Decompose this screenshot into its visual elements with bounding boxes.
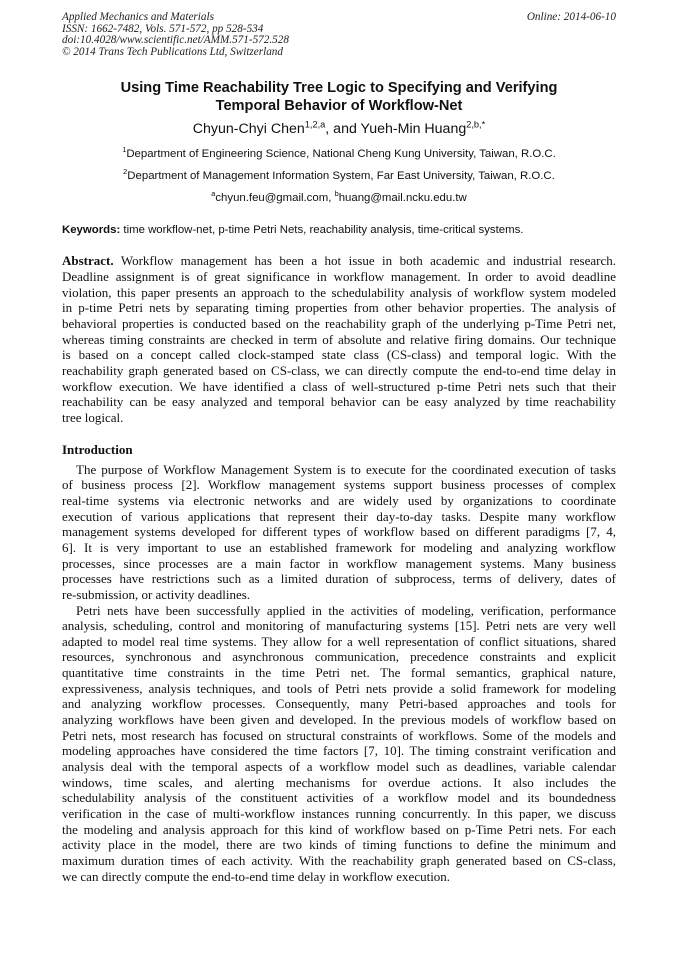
author-1: Chyun-Chyi Chen bbox=[192, 121, 305, 138]
paragraph-line: management systems developed for different types of workflow based on different paradigms [7, 4, bbox=[62, 524, 616, 540]
abstract-line: tree logical. bbox=[62, 409, 124, 425]
keywords bbox=[62, 223, 616, 237]
paragraph-line: The purpose of Workflow Management System is to execute for the coordinated execution of tasks bbox=[76, 461, 616, 477]
paragraph-line: maximum duration times of each activity. With the reachability graph generated based on CS-class, bbox=[62, 853, 616, 868]
paragraph-line: real-time systems via electronic networks and are widely used by organizations to coordinate bbox=[62, 492, 616, 508]
keywords-text: time workflow-net, p-time Petri Nets, reachability analysis, time-critical systems. bbox=[120, 224, 524, 237]
journal-header bbox=[62, 12, 616, 58]
paragraph-line: adapted to model real time systems. They allow for a well representation of conflict situations, shared bbox=[62, 633, 616, 649]
email-a-marker: a bbox=[211, 189, 216, 199]
author-1-superscript: 1,2,a bbox=[304, 119, 326, 130]
paragraph-line: re-submission, or activity deadlines. bbox=[62, 586, 251, 602]
affiliation-2-marker: 2 bbox=[123, 167, 128, 177]
abstract-line: violation, this paper presents an approach to the schedulability analysis of workflow system modeled bbox=[62, 284, 616, 300]
issn-line: ISSN: 1662-7482, Vols. 571-572, pp 528-534 bbox=[62, 22, 264, 35]
introduction-paragraph-1 bbox=[62, 462, 616, 603]
paragraph-line: analysis, scheduling, control and monitoring of manufacturing systems [15]. Petri nets are very well bbox=[62, 618, 616, 634]
affiliation-1-marker: 1 bbox=[122, 145, 127, 155]
paragraph-line: execution of various applications that represent their day-to-day tasks. Despite many workflow bbox=[62, 508, 616, 524]
online-date: Online: 2014-06-10 bbox=[526, 11, 616, 23]
email-b[interactable]: huang@mail.ncku.edu.tw bbox=[338, 192, 467, 205]
paragraph-line: processes have restrictions such as a limited duration of subprocess, terms of delivery, dates of bbox=[62, 571, 616, 587]
journal-name: Applied Mechanics and Materials bbox=[62, 11, 214, 23]
email-separator: , bbox=[328, 192, 335, 205]
paragraph-line: verification in the case of multi-workflow instances running concurrently. In this paper, we discuss bbox=[62, 806, 616, 822]
abstract-line: is based on a concept called clock-stamped state class (CS-class) and temporal logic. With the bbox=[62, 347, 616, 363]
paragraph-line: resources, synchronous and asynchronous communication, precedence constraints and explicit bbox=[62, 649, 616, 665]
paragraph-line: and analyzing workflow processes. Consequently, many Petri-based approaches and tools for bbox=[62, 696, 616, 712]
paragraph-line: 6]. It is very important to use an established framework for modeling and analyzing workflow bbox=[62, 539, 616, 555]
copyright-line: © 2014 Trans Tech Publications Ltd, Switzerland bbox=[62, 45, 283, 58]
introduction-paragraph-2 bbox=[62, 603, 616, 885]
author-2: Yueh-Min Huang bbox=[360, 121, 467, 138]
abstract-line: whereas timing constraints are checked in term of absolute and relative firing domains. Our technique bbox=[62, 331, 616, 347]
paragraph-line: processes, since processes are a main factor in workflow management systems. Many business bbox=[62, 555, 616, 571]
keywords-label: Keywords: bbox=[62, 224, 121, 237]
paragraph-line: activity place in the model, there are two kinds of timing functions to define the minimum and bbox=[62, 837, 616, 853]
email-b-marker: b bbox=[334, 189, 339, 199]
abstract-line: Deadline assignment is of great significance in workflow management. In order to avoid deadline bbox=[62, 269, 616, 285]
abstract-line: behavioral properties is conducted based on the reachability graph of the underlying p-Time Petri net, bbox=[62, 316, 616, 331]
author-2-superscript: 2,b,* bbox=[466, 119, 486, 130]
paragraph-line: the modeling and analysis approach for this kind of workflow based on p-Time Petri nets. For each bbox=[62, 821, 616, 837]
affiliation-2-text: Department of Management Information System, Far East University, Taiwan, R.O.C. bbox=[127, 170, 555, 183]
affiliation-2 bbox=[62, 169, 616, 183]
author-separator: , and bbox=[325, 121, 361, 138]
abstract-line: workflow execution. We have identified a class of well-structured p-time Petri nets such that their bbox=[62, 378, 616, 394]
paragraph-line: schedulability analysis of the constituent activities of a workflow model and its boundedness bbox=[62, 790, 616, 806]
paragraph-line: windows, time scales, and alerting mechanisms for overdue actions. It also includes the bbox=[62, 774, 616, 790]
abstract-line: Abstract. Workflow management has been a hot issue in both academic and industrial research. bbox=[62, 253, 616, 269]
author-emails bbox=[62, 191, 616, 205]
paper-page bbox=[62, 12, 616, 884]
paragraph-line: of business process [2]. Workflow management systems support business processes of complex bbox=[62, 477, 616, 493]
section-heading-introduction: Introduction bbox=[62, 441, 133, 457]
paragraph-line: analyzing workflows have been given and developed. In the previous models of workflow based on bbox=[62, 712, 616, 728]
paragraph-line: quantitative time constraints in the time Petri net. The formal semantics, graphical nature, bbox=[62, 665, 616, 681]
paragraph-line: expressiveness, analysis techniques, and tools of Petri nets provide a solid framework for modeling bbox=[62, 680, 616, 696]
abstract-line: reachability graph generated based on CS-class, we can directly compute the end-to-end time delay in bbox=[62, 362, 616, 378]
email-a[interactable]: chyun.feu@gmail.com bbox=[215, 192, 329, 205]
affiliation-1 bbox=[62, 147, 616, 161]
author-list bbox=[62, 120, 616, 138]
paragraph-line: analysis deal with the temporal aspects of a workflow model such as deadlines, variable calendar bbox=[62, 759, 616, 775]
paragraph-line: Petri nets, most research has focused on structural constraints of workflows. Some of the models and bbox=[62, 727, 616, 743]
abstract-label: Abstract. bbox=[62, 253, 114, 269]
paragraph-line: modeling approaches have considered the time factors [7, 10]. The timing constraint verification and bbox=[62, 743, 616, 759]
title-line-1: Using Time Reachability Tree Logic to Specifying and Verifying bbox=[120, 80, 558, 97]
abstract-line: reachability can be easy analyzed and temporal behavior can be easy analyzed by time reachability bbox=[62, 394, 616, 410]
paragraph-line: we can directly compute the end-to-end time delay in workflow execution. bbox=[62, 868, 451, 884]
paper-title bbox=[62, 79, 616, 115]
paragraph-line: Petri nets have been successfully applied in the activities of modeling, verification, performance bbox=[76, 602, 616, 618]
doi-line: doi:10.4028/www.scientific.net/AMM.571-572.528 bbox=[62, 34, 289, 47]
abstract bbox=[62, 253, 616, 425]
abstract-line: in p-time Petri nets by separating timing properties from other behavior properties. The analysis of bbox=[62, 300, 616, 316]
title-line-2: Temporal Behavior of Workflow-Net bbox=[215, 98, 463, 115]
affiliation-1-text: Department of Engineering Science, National Cheng Kung University, Taiwan, R.O.C. bbox=[126, 148, 556, 161]
